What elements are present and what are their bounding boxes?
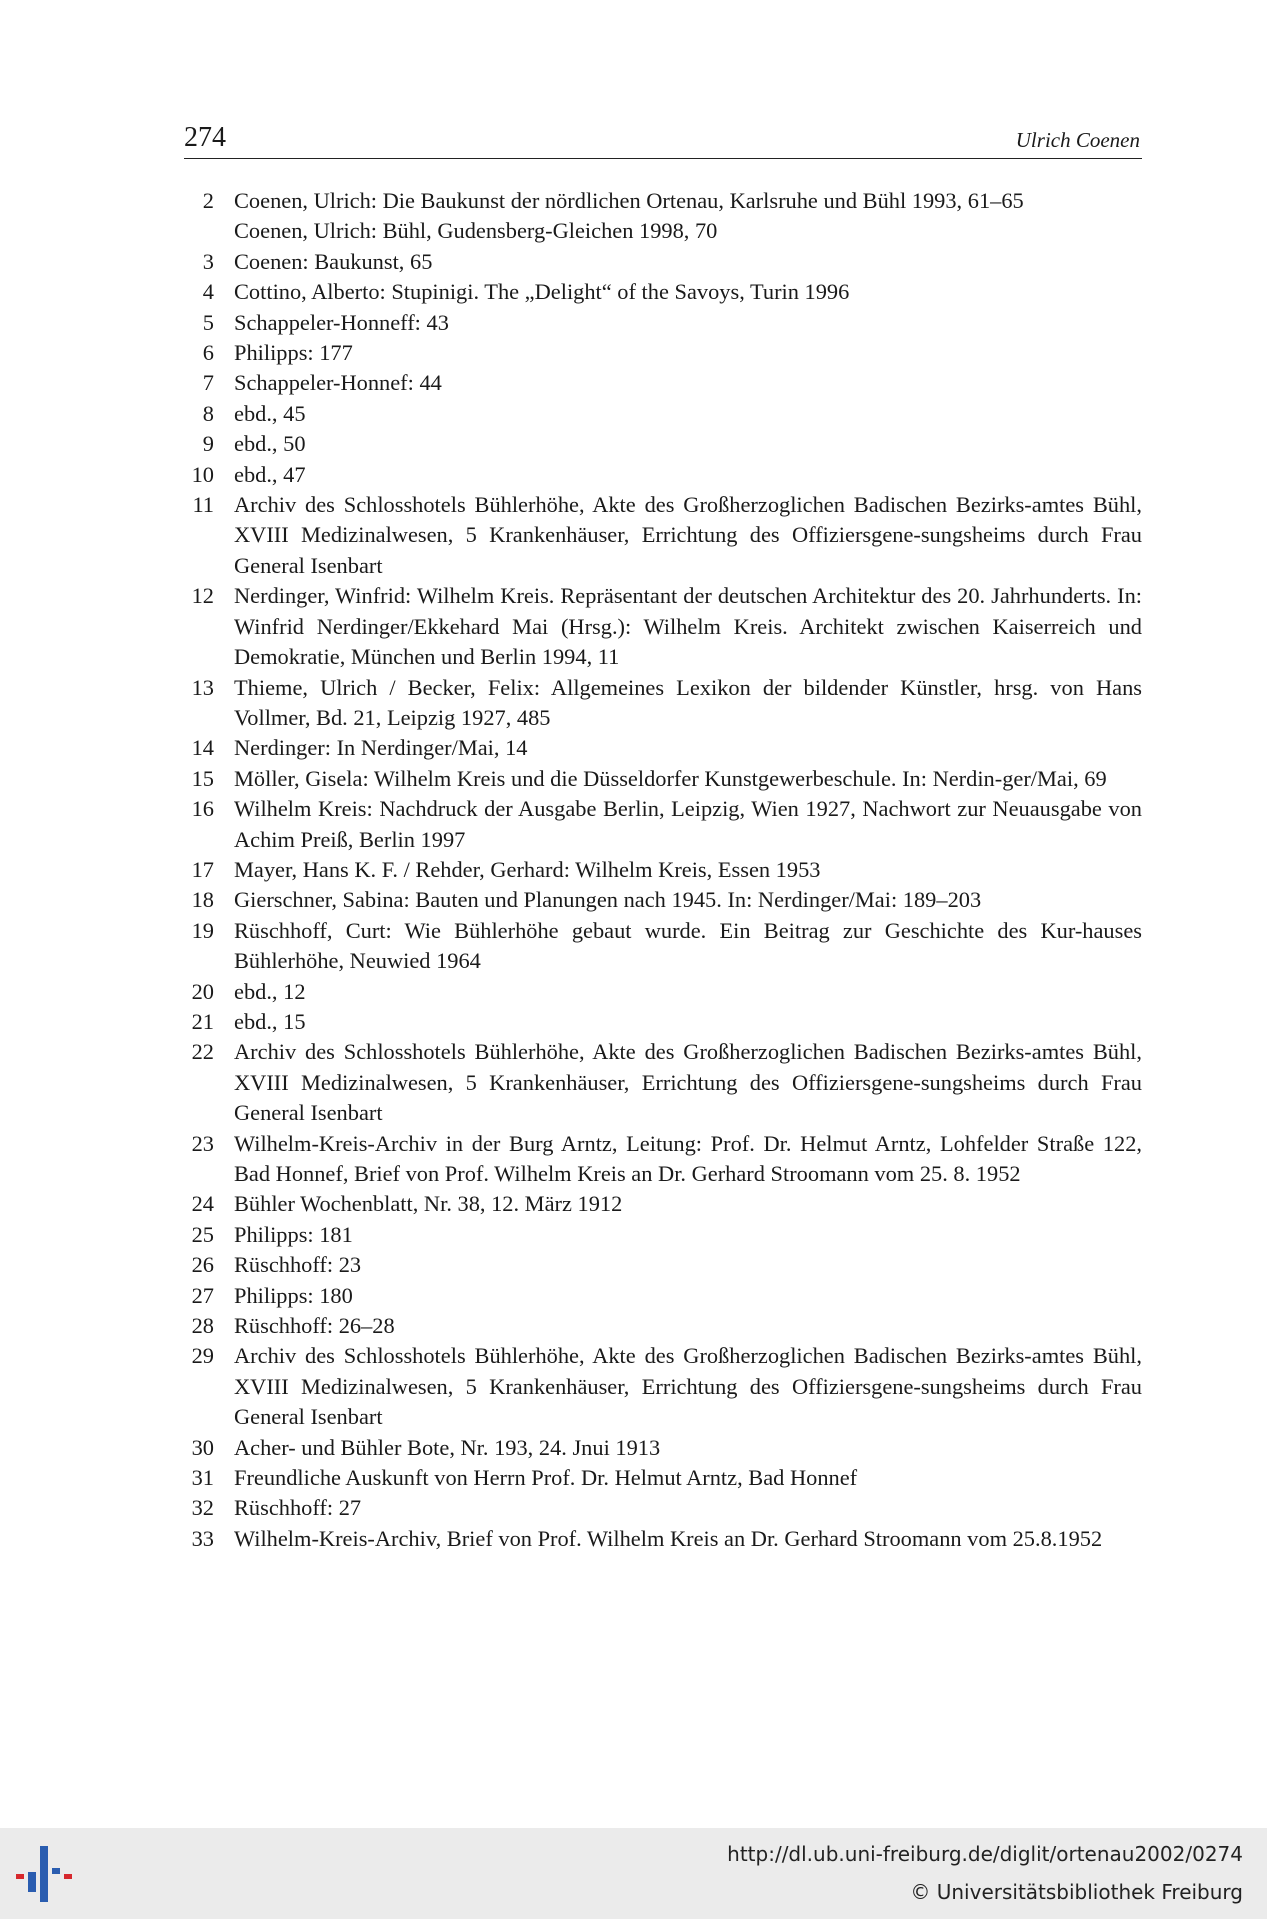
endnote-text: ebd., 47 (234, 461, 306, 487)
endnote-text: ebd., 45 (234, 400, 306, 426)
endnote-number: 19 (191, 917, 214, 943)
endnote-item (170, 1250, 1142, 1280)
endnote-number: 11 (192, 492, 214, 518)
endnote-text: Rüschhoff: 23 (234, 1252, 362, 1278)
endnote-item (170, 1524, 1142, 1554)
endnote-text: Philipps: 180 (234, 1282, 353, 1308)
endnote-number: 22 (191, 1039, 214, 1065)
endnote-text: ebd., 50 (234, 431, 306, 457)
endnote-text: Wilhelm-Kreis-Archiv in der Burg Arntz, Leitung: Prof. Dr. Helmut Arntz, Lohfelder Straße 122, Bad Honnef, Brief von Prof. Wilhelm Kreis an Dr. Gerhard Stroomann vom 25. 8. 1952 (234, 1130, 1142, 1186)
endnote-number: 10 (191, 461, 214, 487)
endnote-item (170, 1493, 1142, 1523)
endnote-text: Thieme, Ulrich / Becker, Felix: Allgemeines Lexikon der bildender Künstler, hrsg. von Hans Vollmer, Bd. 21, Leipzig 1927, 485 (234, 674, 1142, 730)
endnote-item (170, 916, 1142, 977)
endnote-text: Archiv des Schlosshotels Bühlerhöhe, Akte des Großherzoglichen Badischen Bezirks-amtes Bühl, XVIII Medizinalwesen, 5 Krankenhäuser, Errichtung des Offiziersgene-sungsheims durch Frau General Isenbart (234, 492, 1142, 578)
running-head: Ulrich Coenen (1015, 128, 1140, 152)
endnote-item (170, 1037, 1142, 1128)
endnote-text: Philipps: 177 (234, 340, 353, 366)
endnote-item (170, 733, 1142, 763)
endnote-number: 9 (202, 431, 214, 457)
endnote-item (170, 429, 1142, 459)
endnote-text: ebd., 12 (234, 978, 306, 1004)
endnote-text: Schappeler-Honnef: 44 (234, 370, 442, 396)
endnote-number: 30 (191, 1434, 214, 1460)
endnote-text: Wilhelm-Kreis-Archiv, Brief von Prof. Wilhelm Kreis an Dr. Gerhard Stroomann vom 25.8.1952 (234, 1525, 1103, 1551)
endnote-number: 26 (191, 1252, 214, 1278)
endnote-item (170, 277, 1142, 307)
endnote-item (170, 1433, 1142, 1463)
endnote-text: Nerdinger: In Nerdinger/Mai, 14 (234, 735, 528, 761)
endnote-item (170, 490, 1142, 581)
footer-copyright: © Universitätsbibliothek Freiburg (910, 1880, 1243, 1904)
endnote-number: 33 (191, 1525, 214, 1551)
endnote-number: 8 (202, 400, 214, 426)
endnote-text: ebd., 15 (234, 1008, 306, 1034)
footer-url-link[interactable]: http://dl.ub.uni-freiburg.de/diglit/ortenau2002/0274 (727, 1842, 1243, 1866)
endnote-item (170, 581, 1142, 672)
endnote-text: Nerdinger, Winfrid: Wilhelm Kreis. Repräsentant der deutschen Architektur des 20. Jahrhunderts. In: Winfrid Nerdinger/Ekkehard Mai (Hrsg.): Wilhelm Kreis. Architekt zwischen Kaiserreich und Demokratie, München und Berlin 1994, 11 (234, 583, 1142, 670)
endnote-text: Rüschhoff: 26–28 (234, 1313, 395, 1339)
endnote-text: Acher- und Bühler Bote, Nr. 193, 24. Jnui 1913 (234, 1434, 661, 1460)
page-header (184, 118, 1142, 159)
endnote-item (170, 247, 1142, 277)
endnote-item (170, 1220, 1142, 1250)
endnote-item (170, 399, 1142, 429)
endnote-number: 13 (191, 674, 214, 700)
endnote-item (170, 885, 1142, 915)
endnote-number: 16 (191, 796, 214, 822)
endnote-text: Gierschner, Sabina: Bauten und Planungen nach 1945. In: Nerdinger/Mai: 189–203 (234, 887, 982, 913)
endnote-number: 32 (191, 1495, 214, 1521)
endnote-text: Cottino, Alberto: Stupinigi. The „Delight“ of the Savoys, Turin 1996 (234, 279, 850, 305)
endnote-text: Bühler Wochenblatt, Nr. 38, 12. März 1912 (234, 1191, 623, 1217)
endnotes-list (170, 186, 1142, 1554)
library-logo-icon (14, 1838, 84, 1908)
page-number: 274 (184, 122, 226, 153)
endnote-text: Coenen, Ulrich: Bühl, Gudensberg-Gleichen 1998, 70 (234, 218, 718, 244)
endnote-item (170, 186, 1142, 216)
endnote-text: Freundliche Auskunft von Herrn Prof. Dr. Helmut Arntz, Bad Honnef (234, 1465, 858, 1491)
endnote-text: Wilhelm Kreis: Nachdruck der Ausgabe Berlin, Leipzig, Wien 1927, Nachwort zur Neuausgabe von Achim Preiß, Berlin 1997 (234, 796, 1142, 852)
endnote-text: Philipps: 181 (234, 1221, 353, 1247)
endnote-number: 2 (202, 188, 214, 213)
endnote-item (170, 1311, 1142, 1341)
endnote-item (170, 308, 1142, 338)
endnote-number: 27 (191, 1282, 214, 1308)
endnote-number: 18 (191, 887, 214, 913)
endnote-number: 28 (191, 1313, 214, 1339)
endnote-text: Coenen: Baukunst, 65 (234, 248, 433, 274)
endnote-item (170, 1129, 1142, 1190)
endnote-item (170, 764, 1142, 794)
endnote-item (170, 1007, 1142, 1037)
endnote-number: 31 (191, 1465, 214, 1491)
endnote-item (170, 1463, 1142, 1493)
endnote-item (170, 338, 1142, 368)
endnote-number: 6 (202, 340, 214, 366)
endnote-item (170, 216, 1142, 246)
endnote-number: 7 (202, 370, 214, 396)
endnote-text: Archiv des Schlosshotels Bühlerhöhe, Akte des Großherzoglichen Badischen Bezirks-amtes Bühl, XVIII Medizinalwesen, 5 Krankenhäuser, Errichtung des Offiziersgene-sungsheims durch Frau General Isenbart (234, 1039, 1142, 1126)
endnote-item (170, 794, 1142, 855)
endnote-number: 25 (191, 1221, 214, 1247)
endnote-item (170, 855, 1142, 885)
endnote-item (170, 977, 1142, 1007)
endnote-item (170, 368, 1142, 398)
endnote-number: 17 (191, 856, 214, 882)
endnote-number: 29 (191, 1343, 214, 1369)
endnote-text: Rüschhoff: 27 (234, 1495, 362, 1521)
endnote-text: Möller, Gisela: Wilhelm Kreis und die Düsseldorfer Kunstgewerbeschule. In: Nerdin-ger/Mai, 69 (234, 765, 1107, 791)
endnote-item (170, 1341, 1142, 1432)
endnote-number: 5 (202, 309, 214, 335)
endnote-text: Schappeler-Honneff: 43 (234, 309, 449, 335)
endnote-number: 15 (191, 765, 214, 791)
endnote-number: 12 (191, 583, 214, 609)
endnote-text: Archiv des Schlosshotels Bühlerhöhe, Akte des Großherzoglichen Badischen Bezirks-amtes Bühl, XVIII Medizinalwesen, 5 Krankenhäuser, Errichtung des Offiziersgene-sungsheims durch Frau General Isenbart (234, 1343, 1142, 1430)
endnote-text: Coenen, Ulrich: Die Baukunst der nördlichen Ortenau, Karlsruhe und Bühl 1993, 61–65 (234, 188, 1024, 213)
endnote-number: 23 (191, 1130, 214, 1156)
endnote-number: 24 (191, 1191, 214, 1217)
endnote-text: Rüschhoff, Curt: Wie Bühlerhöhe gebaut wurde. Ein Beitrag zur Geschichte des Kur-hauses Bühlerhöhe, Neuwied 1964 (234, 917, 1142, 974)
endnote-text: Mayer, Hans K. F. / Rehder, Gerhard: Wilhelm Kreis, Essen 1953 (234, 856, 821, 882)
endnote-item (170, 673, 1142, 734)
endnote-number: 4 (202, 279, 214, 305)
endnote-number: 14 (191, 735, 214, 761)
endnote-number: 20 (191, 978, 214, 1004)
endnote-number: 21 (191, 1008, 214, 1034)
endnote-item (170, 460, 1142, 490)
endnote-item (170, 1281, 1142, 1311)
endnote-item (170, 1189, 1142, 1219)
endnote-number: 3 (202, 248, 214, 274)
